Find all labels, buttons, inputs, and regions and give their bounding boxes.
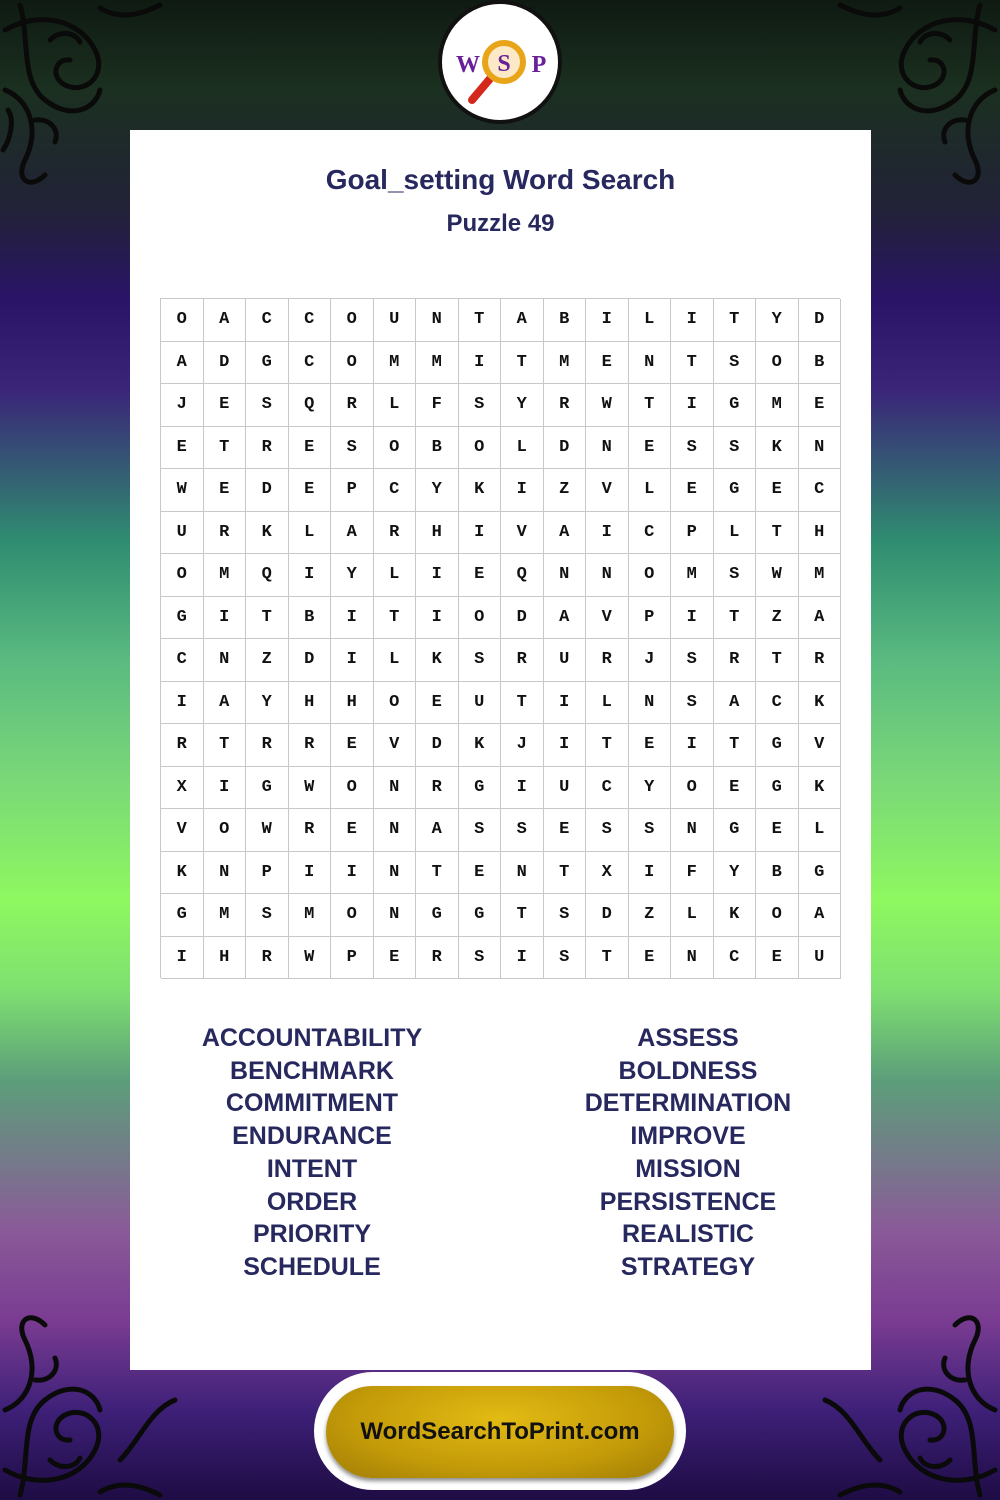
grid-cell[interactable]: A: [204, 299, 247, 342]
grid-cell[interactable]: T: [501, 682, 544, 725]
site-logo[interactable]: [438, 0, 562, 124]
grid-cell[interactable]: G: [161, 597, 204, 640]
grid-cell[interactable]: O: [331, 299, 374, 342]
grid-cell[interactable]: I: [501, 937, 544, 980]
grid-cell[interactable]: N: [671, 809, 714, 852]
grid-cell[interactable]: H: [799, 512, 842, 555]
grid-cell[interactable]: A: [501, 299, 544, 342]
grid-cell[interactable]: T: [501, 894, 544, 937]
grid-cell[interactable]: B: [544, 299, 587, 342]
grid-cell[interactable]: I: [501, 767, 544, 810]
grid-cell[interactable]: I: [204, 767, 247, 810]
grid-cell[interactable]: R: [374, 512, 417, 555]
grid-cell[interactable]: Y: [416, 469, 459, 512]
grid-cell[interactable]: P: [331, 469, 374, 512]
grid-cell[interactable]: F: [671, 852, 714, 895]
grid-cell[interactable]: I: [586, 299, 629, 342]
grid-cell[interactable]: O: [629, 554, 672, 597]
grid-cell[interactable]: W: [289, 767, 332, 810]
grid-cell[interactable]: O: [161, 299, 204, 342]
grid-cell[interactable]: O: [331, 342, 374, 385]
grid-cell[interactable]: R: [289, 809, 332, 852]
grid-cell[interactable]: Z: [756, 597, 799, 640]
grid-cell[interactable]: R: [289, 724, 332, 767]
word-list-item: BOLDNESS: [618, 1056, 758, 1085]
grid-cell[interactable]: E: [756, 809, 799, 852]
grid-cell[interactable]: E: [756, 469, 799, 512]
grid-cell[interactable]: E: [459, 554, 502, 597]
site-link-button[interactable]: WordSearchToPrint.com: [326, 1386, 674, 1478]
grid-cell[interactable]: W: [246, 809, 289, 852]
grid-cell[interactable]: A: [204, 682, 247, 725]
grid-cell[interactable]: E: [161, 427, 204, 470]
word-list-item: BENCHMARK: [230, 1056, 394, 1085]
grid-cell[interactable]: N: [629, 342, 672, 385]
grid-cell[interactable]: I: [671, 724, 714, 767]
grid-cell[interactable]: G: [416, 894, 459, 937]
grid-cell[interactable]: I: [416, 597, 459, 640]
grid-cell[interactable]: T: [671, 342, 714, 385]
grid-cell[interactable]: S: [459, 809, 502, 852]
grid-cell[interactable]: R: [204, 512, 247, 555]
grid-cell[interactable]: B: [756, 852, 799, 895]
grid-cell[interactable]: F: [416, 384, 459, 427]
grid-cell[interactable]: G: [756, 767, 799, 810]
grid-cell[interactable]: C: [374, 469, 417, 512]
grid-cell[interactable]: R: [416, 767, 459, 810]
grid-cell[interactable]: T: [714, 724, 757, 767]
grid-cell[interactable]: V: [161, 809, 204, 852]
grid-cell[interactable]: K: [756, 427, 799, 470]
grid-cell[interactable]: E: [374, 937, 417, 980]
grid-cell[interactable]: G: [714, 384, 757, 427]
grid-cell[interactable]: L: [629, 469, 672, 512]
grid-cell[interactable]: B: [289, 597, 332, 640]
grid-cell[interactable]: B: [416, 427, 459, 470]
grid-cell[interactable]: I: [671, 299, 714, 342]
grid-cell[interactable]: S: [629, 809, 672, 852]
grid-cell[interactable]: D: [289, 639, 332, 682]
grid-cell[interactable]: N: [586, 554, 629, 597]
grid-cell[interactable]: L: [374, 554, 417, 597]
grid-cell[interactable]: J: [501, 724, 544, 767]
grid-cell[interactable]: K: [714, 894, 757, 937]
grid-cell[interactable]: Y: [331, 554, 374, 597]
grid-cell[interactable]: N: [671, 937, 714, 980]
grid-cell[interactable]: T: [544, 852, 587, 895]
grid-cell[interactable]: N: [374, 852, 417, 895]
grid-cell[interactable]: S: [714, 342, 757, 385]
grid-cell[interactable]: T: [204, 427, 247, 470]
grid-cell[interactable]: C: [289, 342, 332, 385]
page-title: Goal_setting Word Search: [325, 164, 676, 195]
grid-cell[interactable]: C: [629, 512, 672, 555]
grid-cell[interactable]: O: [374, 682, 417, 725]
grid-cell[interactable]: L: [714, 512, 757, 555]
grid-cell[interactable]: I: [289, 852, 332, 895]
grid-cell[interactable]: Z: [544, 469, 587, 512]
grid-cell[interactable]: L: [799, 809, 842, 852]
grid-cell[interactable]: N: [629, 682, 672, 725]
word-list-left: [162, 1022, 462, 1284]
grid-cell[interactable]: S: [246, 894, 289, 937]
grid-cell[interactable]: J: [161, 384, 204, 427]
grid-cell[interactable]: I: [161, 937, 204, 980]
grid-cell[interactable]: O: [671, 767, 714, 810]
grid-cell[interactable]: E: [799, 384, 842, 427]
grid-cell[interactable]: C: [161, 639, 204, 682]
grid-cell[interactable]: D: [799, 299, 842, 342]
grid-cell[interactable]: I: [544, 724, 587, 767]
grid-cell[interactable]: A: [544, 597, 587, 640]
word-list-item: INTENT: [266, 1154, 358, 1183]
word-list-item: IMPROVE: [630, 1122, 746, 1151]
grid-cell[interactable]: I: [501, 469, 544, 512]
grid-cell[interactable]: M: [204, 894, 247, 937]
grid-cell[interactable]: S: [331, 427, 374, 470]
grid-cell[interactable]: E: [629, 937, 672, 980]
grid-cell[interactable]: G: [161, 894, 204, 937]
grid-cell[interactable]: T: [629, 384, 672, 427]
grid-cell[interactable]: D: [544, 427, 587, 470]
grid-cell[interactable]: N: [416, 299, 459, 342]
grid-cell[interactable]: S: [544, 894, 587, 937]
word-list-item: ENDURANCE: [232, 1122, 392, 1151]
grid-cell[interactable]: E: [289, 427, 332, 470]
grid-cell[interactable]: L: [289, 512, 332, 555]
grid-cell[interactable]: K: [459, 724, 502, 767]
grid-cell[interactable]: T: [586, 937, 629, 980]
word-list-item: SCHEDULE: [243, 1252, 381, 1281]
word-list-item: COMMITMENT: [225, 1089, 399, 1118]
grid-cell[interactable]: H: [416, 512, 459, 555]
grid-cell[interactable]: E: [544, 809, 587, 852]
grid-cell[interactable]: O: [374, 427, 417, 470]
grid-cell[interactable]: S: [671, 639, 714, 682]
grid-cell[interactable]: D: [416, 724, 459, 767]
grid-cell[interactable]: R: [246, 427, 289, 470]
grid-cell[interactable]: V: [586, 597, 629, 640]
grid-cell[interactable]: P: [671, 512, 714, 555]
grid-cell[interactable]: D: [501, 597, 544, 640]
word-list-item: STRATEGY: [620, 1252, 756, 1281]
grid-cell[interactable]: L: [671, 894, 714, 937]
grid-cell[interactable]: O: [204, 809, 247, 852]
grid-cell[interactable]: I: [331, 639, 374, 682]
grid-cell[interactable]: M: [544, 342, 587, 385]
word-list-item: ACCOUNTABILITY: [201, 1024, 423, 1052]
grid-cell[interactable]: T: [586, 724, 629, 767]
grid-cell[interactable]: R: [331, 384, 374, 427]
grid-cell[interactable]: U: [544, 767, 587, 810]
grid-cell[interactable]: Q: [289, 384, 332, 427]
grid-cell[interactable]: S: [671, 682, 714, 725]
grid-cell[interactable]: L: [501, 427, 544, 470]
grid-cell[interactable]: G: [246, 342, 289, 385]
grid-cell[interactable]: N: [374, 809, 417, 852]
grid-cell[interactable]: I: [671, 597, 714, 640]
grid-cell[interactable]: I: [331, 597, 374, 640]
grid-cell[interactable]: E: [459, 852, 502, 895]
grid-cell[interactable]: Q: [501, 554, 544, 597]
grid-cell[interactable]: M: [756, 384, 799, 427]
grid-cell[interactable]: Z: [246, 639, 289, 682]
grid-cell[interactable]: C: [714, 937, 757, 980]
grid-cell[interactable]: U: [161, 512, 204, 555]
grid-cell[interactable]: M: [671, 554, 714, 597]
grid-cell[interactable]: S: [459, 384, 502, 427]
grid-cell[interactable]: S: [459, 639, 502, 682]
grid-cell[interactable]: C: [246, 299, 289, 342]
grid-cell[interactable]: T: [714, 299, 757, 342]
grid-cell[interactable]: A: [544, 512, 587, 555]
grid-cell[interactable]: R: [586, 639, 629, 682]
grid-cell[interactable]: T: [416, 852, 459, 895]
grid-cell[interactable]: T: [756, 639, 799, 682]
grid-cell[interactable]: C: [799, 469, 842, 512]
puzzle-card: [130, 130, 871, 1370]
grid-cell[interactable]: R: [416, 937, 459, 980]
grid-cell[interactable]: G: [799, 852, 842, 895]
grid-cell[interactable]: C: [756, 682, 799, 725]
word-list-item: PERSISTENCE: [599, 1187, 777, 1216]
logo-letter-s: S: [497, 51, 511, 77]
grid-cell[interactable]: O: [331, 767, 374, 810]
grid-cell[interactable]: L: [374, 639, 417, 682]
word-list-item: MISSION: [635, 1154, 741, 1183]
grid-cell[interactable]: R: [246, 937, 289, 980]
grid-cell[interactable]: X: [586, 852, 629, 895]
grid-cell[interactable]: Q: [246, 554, 289, 597]
grid-cell[interactable]: E: [204, 384, 247, 427]
grid-cell[interactable]: G: [714, 469, 757, 512]
grid-cell[interactable]: M: [799, 554, 842, 597]
grid-cell[interactable]: L: [629, 299, 672, 342]
grid-cell[interactable]: A: [331, 512, 374, 555]
grid-cell[interactable]: X: [161, 767, 204, 810]
grid-cell[interactable]: V: [586, 469, 629, 512]
grid-cell[interactable]: S: [246, 384, 289, 427]
grid-cell[interactable]: Y: [246, 682, 289, 725]
grid-cell[interactable]: A: [714, 682, 757, 725]
grid-cell[interactable]: O: [459, 427, 502, 470]
grid-cell[interactable]: E: [204, 469, 247, 512]
grid-cell[interactable]: D: [586, 894, 629, 937]
grid-cell[interactable]: U: [799, 937, 842, 980]
grid-cell[interactable]: E: [416, 682, 459, 725]
grid-cell[interactable]: C: [289, 299, 332, 342]
grid-cell[interactable]: A: [416, 809, 459, 852]
grid-cell[interactable]: G: [459, 767, 502, 810]
grid-cell[interactable]: J: [629, 639, 672, 682]
grid-cell[interactable]: K: [161, 852, 204, 895]
grid-cell[interactable]: I: [544, 682, 587, 725]
grid-cell[interactable]: I: [161, 682, 204, 725]
grid-cell[interactable]: P: [629, 597, 672, 640]
grid-cell[interactable]: E: [629, 427, 672, 470]
grid-cell[interactable]: I: [416, 554, 459, 597]
grid-cell[interactable]: H: [331, 682, 374, 725]
grid-cell[interactable]: D: [246, 469, 289, 512]
grid-cell[interactable]: N: [374, 767, 417, 810]
grid-cell[interactable]: K: [246, 512, 289, 555]
grid-cell[interactable]: S: [459, 937, 502, 980]
grid-cell[interactable]: O: [331, 894, 374, 937]
grid-cell[interactable]: T: [756, 512, 799, 555]
grid-cell[interactable]: P: [246, 852, 289, 895]
grid-cell[interactable]: W: [586, 384, 629, 427]
grid-cell[interactable]: R: [501, 639, 544, 682]
grid-cell[interactable]: E: [671, 469, 714, 512]
footer-badge: [314, 1372, 686, 1490]
grid-cell[interactable]: E: [756, 937, 799, 980]
grid-cell[interactable]: I: [459, 342, 502, 385]
grid-cell[interactable]: G: [459, 894, 502, 937]
logo-letter-w: W: [456, 52, 480, 78]
grid-cell[interactable]: N: [799, 427, 842, 470]
grid-cell[interactable]: V: [799, 724, 842, 767]
grid-cell[interactable]: M: [416, 342, 459, 385]
grid-cell[interactable]: M: [374, 342, 417, 385]
grid-cell[interactable]: T: [501, 342, 544, 385]
grid-cell[interactable]: M: [289, 894, 332, 937]
grid-cell[interactable]: Y: [629, 767, 672, 810]
grid-cell[interactable]: T: [374, 597, 417, 640]
grid-cell[interactable]: T: [246, 597, 289, 640]
grid-cell[interactable]: S: [501, 809, 544, 852]
grid-cell[interactable]: Z: [629, 894, 672, 937]
grid-cell[interactable]: R: [714, 639, 757, 682]
grid-cell[interactable]: S: [671, 427, 714, 470]
grid-cell[interactable]: O: [756, 894, 799, 937]
word-list-item: DETERMINATION: [584, 1089, 792, 1118]
word-list-item: ASSESS: [637, 1024, 739, 1052]
grid-cell[interactable]: W: [756, 554, 799, 597]
grid-cell[interactable]: I: [289, 554, 332, 597]
grid-cell[interactable]: N: [586, 427, 629, 470]
grid-cell[interactable]: Y: [714, 852, 757, 895]
grid-cell[interactable]: R: [246, 724, 289, 767]
grid-cell[interactable]: I: [586, 512, 629, 555]
grid-cell[interactable]: E: [331, 724, 374, 767]
grid-cell[interactable]: U: [544, 639, 587, 682]
grid-cell[interactable]: C: [586, 767, 629, 810]
grid-cell[interactable]: I: [204, 597, 247, 640]
grid-cell[interactable]: K: [799, 767, 842, 810]
grid-cell[interactable]: G: [714, 809, 757, 852]
grid-cell[interactable]: I: [629, 852, 672, 895]
grid-cell[interactable]: A: [161, 342, 204, 385]
grid-cell[interactable]: I: [671, 384, 714, 427]
grid-cell[interactable]: E: [289, 469, 332, 512]
grid-cell[interactable]: L: [586, 682, 629, 725]
grid-cell[interactable]: U: [459, 682, 502, 725]
grid-cell[interactable]: Y: [501, 384, 544, 427]
grid-cell[interactable]: A: [799, 894, 842, 937]
grid-cell[interactable]: A: [799, 597, 842, 640]
grid-cell[interactable]: U: [374, 299, 417, 342]
grid-cell[interactable]: H: [289, 682, 332, 725]
grid-cell[interactable]: N: [204, 639, 247, 682]
grid-cell[interactable]: H: [204, 937, 247, 980]
grid-cell[interactable]: N: [204, 852, 247, 895]
grid-cell[interactable]: E: [331, 809, 374, 852]
grid-cell[interactable]: G: [756, 724, 799, 767]
grid-cell[interactable]: D: [204, 342, 247, 385]
grid-cell[interactable]: S: [544, 937, 587, 980]
grid-cell[interactable]: O: [756, 342, 799, 385]
grid-cell[interactable]: N: [374, 894, 417, 937]
grid-cell[interactable]: B: [799, 342, 842, 385]
grid-cell[interactable]: O: [161, 554, 204, 597]
grid-cell[interactable]: T: [459, 299, 502, 342]
grid-cell[interactable]: R: [799, 639, 842, 682]
logo-letter-p: P: [531, 52, 547, 78]
word-list-right: [538, 1022, 838, 1284]
grid-cell[interactable]: S: [586, 809, 629, 852]
grid-cell[interactable]: R: [544, 384, 587, 427]
grid-cell[interactable]: E: [629, 724, 672, 767]
grid-cell[interactable]: M: [204, 554, 247, 597]
grid-cell[interactable]: P: [331, 937, 374, 980]
word-list-item: ORDER: [266, 1187, 358, 1216]
word-list-item: REALISTIC: [622, 1220, 754, 1249]
grid-cell[interactable]: I: [331, 852, 374, 895]
grid-cell[interactable]: I: [459, 512, 502, 555]
grid-cell[interactable]: V: [501, 512, 544, 555]
grid-cell[interactable]: E: [586, 342, 629, 385]
grid-cell[interactable]: O: [459, 597, 502, 640]
grid-cell[interactable]: W: [289, 937, 332, 980]
grid-cell[interactable]: T: [714, 597, 757, 640]
letter-grid: [160, 298, 840, 978]
grid-cell[interactable]: T: [204, 724, 247, 767]
grid-cell[interactable]: K: [799, 682, 842, 725]
grid-cell[interactable]: Y: [756, 299, 799, 342]
grid-cell[interactable]: G: [246, 767, 289, 810]
grid-cell[interactable]: S: [714, 427, 757, 470]
grid-cell[interactable]: N: [501, 852, 544, 895]
grid-cell[interactable]: R: [161, 724, 204, 767]
grid-cell[interactable]: E: [714, 767, 757, 810]
grid-cell[interactable]: W: [161, 469, 204, 512]
grid-cell[interactable]: S: [714, 554, 757, 597]
grid-cell[interactable]: K: [459, 469, 502, 512]
puzzle-number: Puzzle 49: [446, 210, 555, 237]
grid-cell[interactable]: N: [544, 554, 587, 597]
word-list-item: PRIORITY: [252, 1220, 372, 1249]
grid-cell[interactable]: V: [374, 724, 417, 767]
grid-cell[interactable]: L: [374, 384, 417, 427]
grid-cell[interactable]: K: [416, 639, 459, 682]
